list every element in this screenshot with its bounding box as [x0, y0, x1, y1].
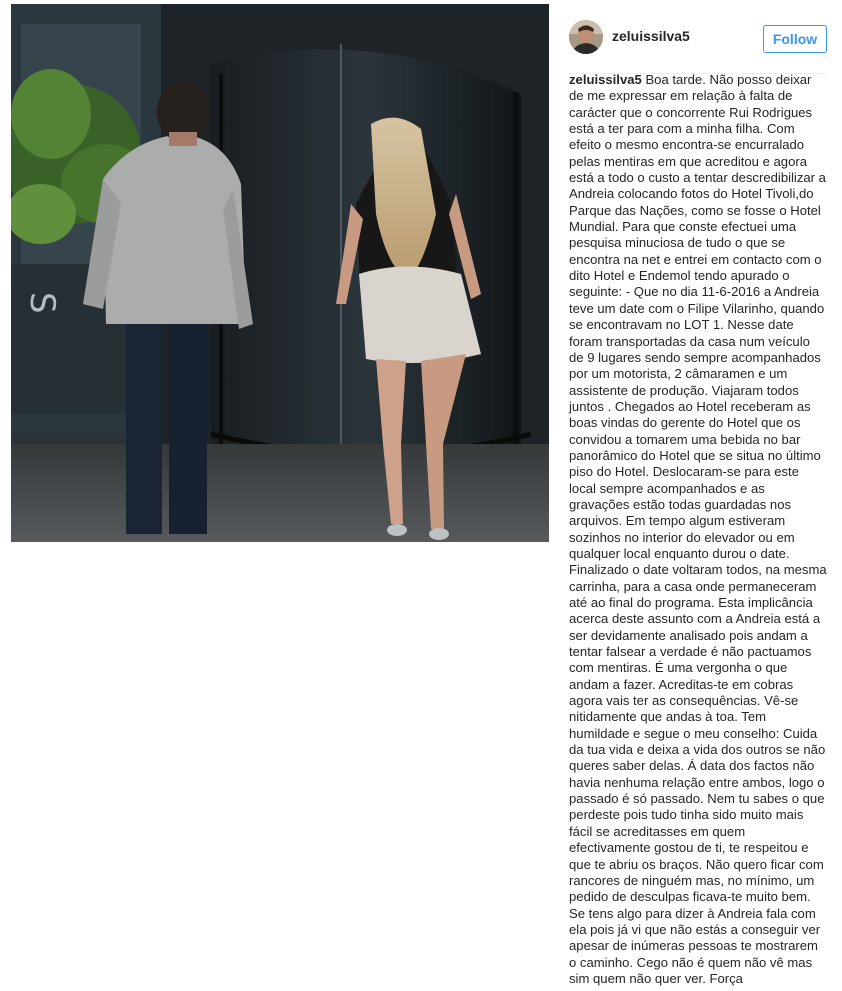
caption-username[interactable]: zeluissilva5 [569, 72, 646, 87]
follow-button[interactable]: Follow [763, 25, 827, 53]
svg-text:S: S [22, 292, 62, 314]
caption-text: Boa tarde. Não posso deixar de me expressar em relação à falta de carácter que o concorrente Rui Rodrigues está a ter para com a minha filha. Com efeito o mesmo encontra-se encurralado pelas mentiras em que acreditou e agora está a todo o custo a tentar descredibilizar a Andreia colocando fotos do Hotel Tivoli,do Parque das Nações, como se fosse o Hotel Mundial. Para que conste efectuei uma pesquisa minuciosa de tudo o que se encontra na net e entrei em contacto com o dito Hotel e Endemol tendo apurado o seguinte: - Que no dia 11-6-2016 a Andreia teve um date com o Filipe Vilarinho, quando se encontravam no LOT 1. Nesse date foram transportadas da casa num veículo de 9 lugares sendo sempre acompanhados por um motorista, 2 câmaramen e um assistente de produção. Viajaram todos juntos . Chegados ao Hotel receberam as boas vindas do gerente do Hotel que os convidou a tomarem uma bebida no bar panorâmico do Hotel que se situa no último piso do Hotel. Deslocaram-se para este local sempre acompanhados e as gravações estão todas guardadas nos arquivos. Em tempo algum estiveram sozinhos no interior do elevador ou em qualquer local enquanto durou o date. Finalizado o date voltaram todos, na mesma carrinha, para a casa onde permaneceram até ao final do programa. Esta implicância acerca deste assunto com a Andreia está a ser devidamente analisado pois andam a tentar falsear a verdade é não pactuamos com mentiras. É uma vergonha o que andam a fazer. Acreditas-te em cobras agora vais ter as consequências. Vê-se nitidamente que andas à toa. Tem humildade e segue o meu conselho: Cuida da tua vida e deixa a vida dos outros se não queres saber delas. Á data dos factos não havia nenhuma relação entre ambos, logo o passado é só passado. Nem tu sabes o que perdeste pois tudo tinha sido muito mais fácil se acreditasses em quem efectivamente gostou de ti, te respeitou e que te abriu os braços. Não quero ficar com rancores de ninguém mas, no mínimo, um pedido de desculpas ficava-te muito bem. Se tens algo para dizer à Andreia fala com ela pois já vi que não estás a conseguir ver apesar de inúmeras pessoas te mostrarem o caminho. Cego não é quem não vê mas sim quem não quer ver. Força [569, 72, 827, 986]
post-sidebar [563, 0, 833, 991]
profile-avatar-icon[interactable] [569, 20, 603, 54]
post-caption [569, 72, 827, 987]
post-photo[interactable] [11, 4, 549, 542]
post-header [569, 18, 833, 62]
author-username[interactable]: zeluissilva5 [612, 28, 690, 44]
